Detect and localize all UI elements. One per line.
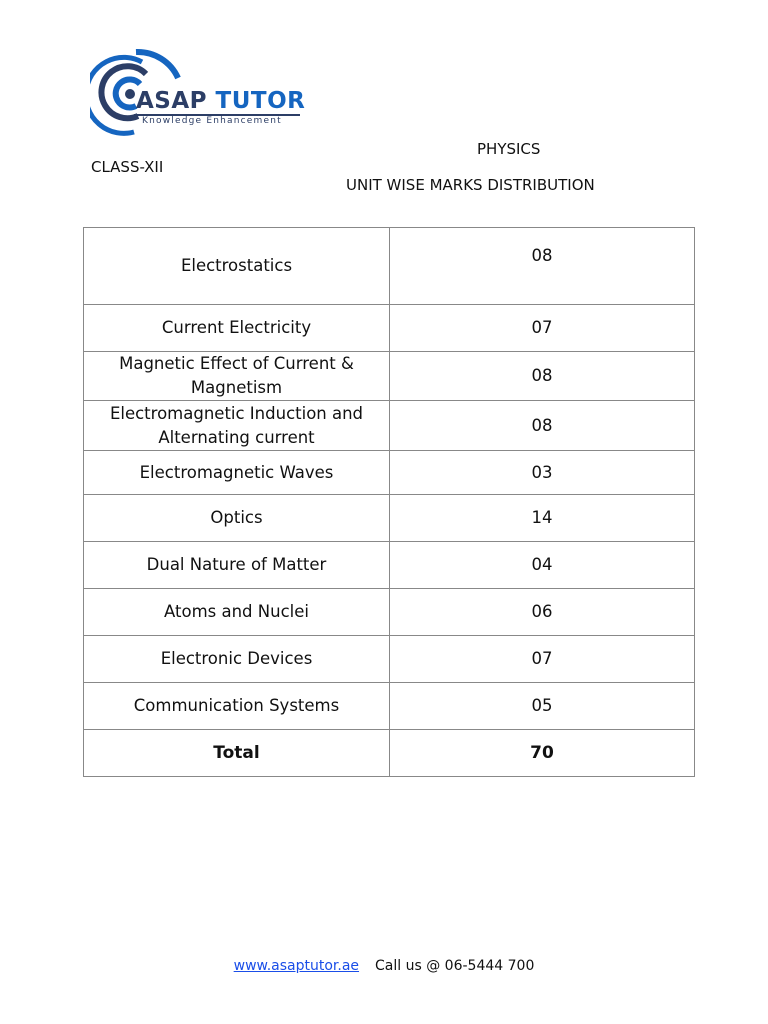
marks-cell: 04 [390,542,695,589]
unit-cell: Electromagnetic Waves [84,451,390,495]
marks-cell: 07 [390,636,695,683]
table-row [84,589,695,636]
unit-cell: Communication Systems [84,683,390,730]
document-title: UNIT WISE MARKS DISTRIBUTION [346,176,595,194]
website-link[interactable]: www.asaptutor.ae [233,958,360,974]
asap-tutor-logo [90,44,305,140]
logo-name-part1: ASAP [136,88,208,114]
unit-cell: Electrostatics [84,228,390,305]
logo-tagline: Knowledge Enhancement [142,116,282,126]
table-row [84,495,695,542]
footer [0,958,768,974]
unit-cell: Optics [84,495,390,542]
unit-cell: Current Electricity [84,305,390,352]
table-row [84,636,695,683]
unit-cell: Magnetic Effect of Current & Magnetism [84,352,390,401]
unit-cell: Electromagnetic Induction and Alternating current [84,401,390,451]
marks-cell: 03 [390,451,695,495]
total-label: Total [84,730,390,777]
unit-cell: Electronic Devices [84,636,390,683]
marks-cell: 05 [390,683,695,730]
total-value: 70 [390,730,695,777]
table-row [84,352,695,401]
marks-distribution-table [83,227,695,777]
total-row [84,730,695,777]
marks-cell: 08 [390,228,695,305]
unit-cell: Dual Nature of Matter [84,542,390,589]
unit-cell: Atoms and Nuclei [84,589,390,636]
marks-cell: 06 [390,589,695,636]
marks-cell: 08 [390,401,695,451]
marks-cell: 14 [390,495,695,542]
class-label: CLASS-XII [91,158,164,176]
phone-text: Call us @ 06-5444 700 [375,958,535,974]
subject-heading: PHYSICS [477,140,541,158]
marks-cell: 08 [390,352,695,401]
table-row [84,305,695,352]
table-row [84,228,695,305]
table-row [84,542,695,589]
table-row [84,401,695,451]
logo-name [136,88,305,114]
table-row [84,683,695,730]
logo-name-part2: TUTOR [215,88,306,114]
marks-cell: 07 [390,305,695,352]
table-row [84,451,695,495]
